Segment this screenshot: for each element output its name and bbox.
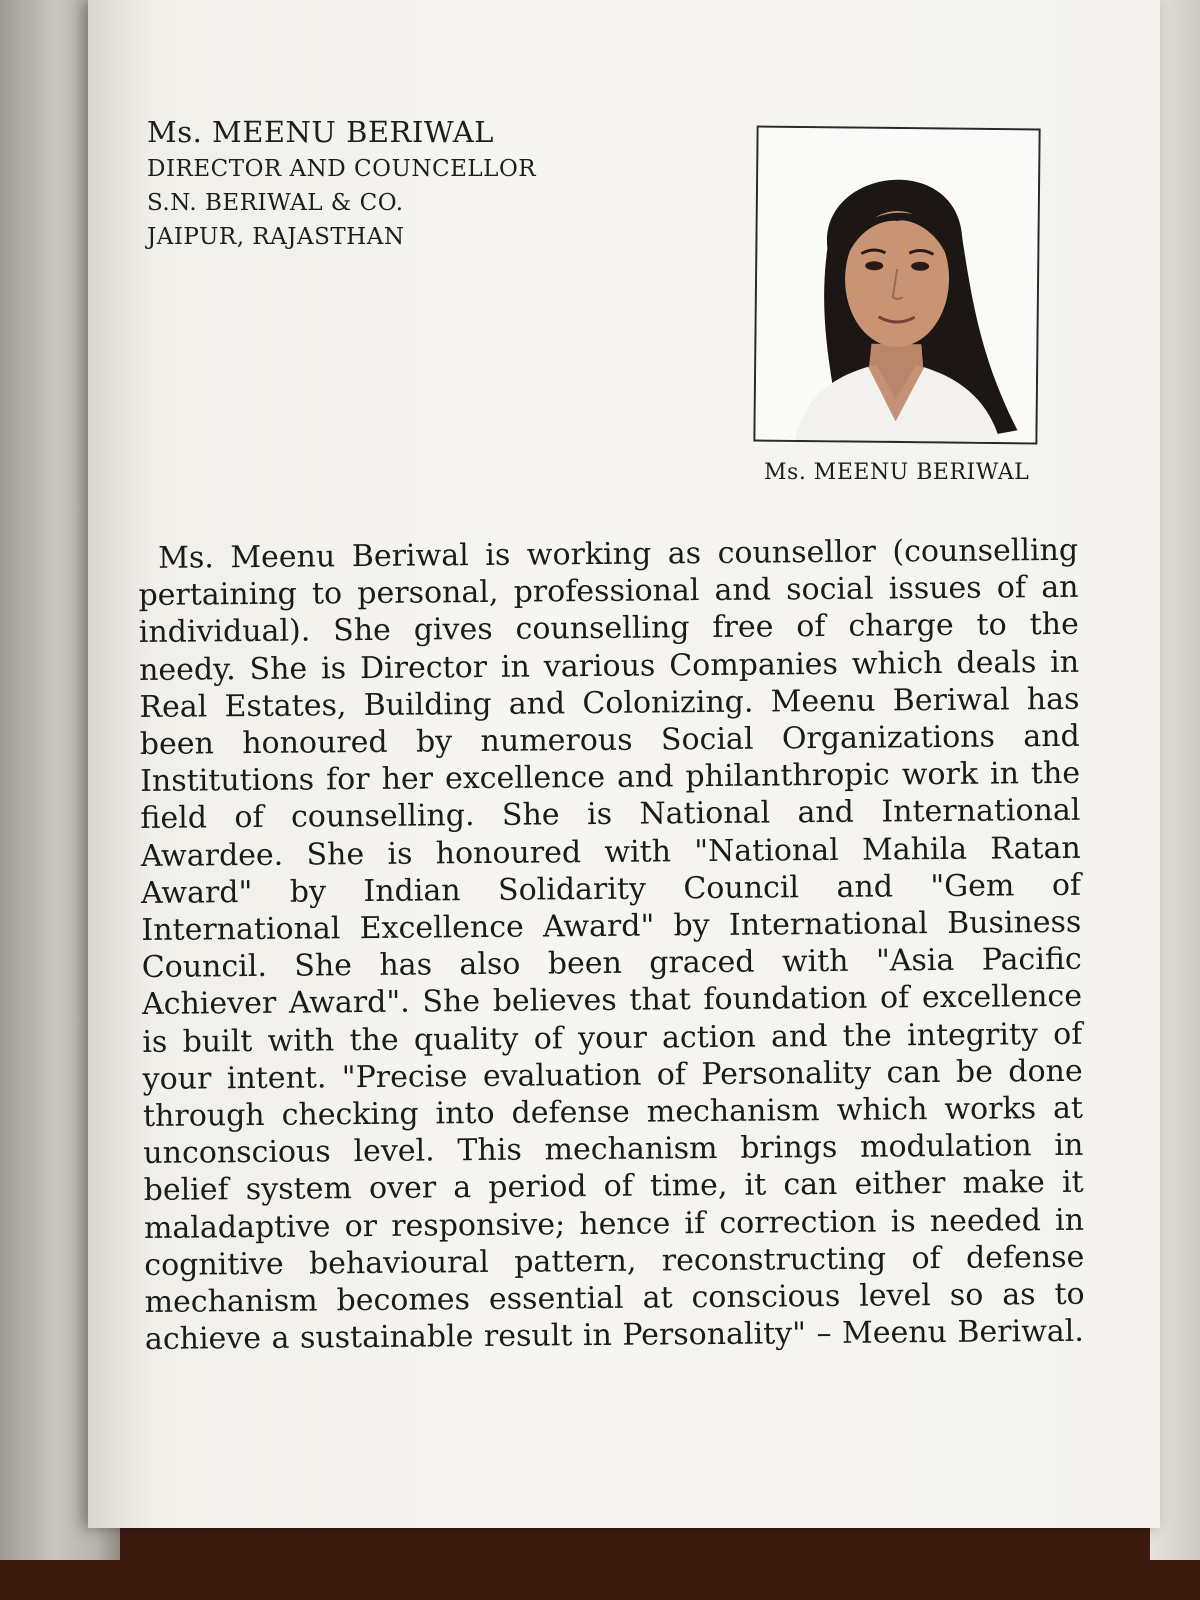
portrait-photo: [753, 126, 1040, 445]
profile-location: JAIPUR, RAJASTHAN: [147, 224, 405, 250]
profile-designation: DIRECTOR AND COUNCELLOR: [147, 156, 537, 182]
biography-paragraph: Ms. Meenu Beriwal is working as counsellor (counselling pertaining to personal, professional and social issues of an individual). She gives counselling free of charge to the needy. She is Director in various Companies which deals in Real Estates, Building and Colonizing. Meenu Beriwal has been honoured by numerous Social Organizations and Institutions for her excellence and philanthropic work in the field of counselling. She is National and International Awardee. She is honoured with "National Mahila Ratan Award" by Indian Solidarity Council and "Gem of International Excellence Award" by International Business Council. She has also been graced with "Asia Pacific Achiever Award". She believes that foundation of excellence is built with the quality of your action and the integrity of your intent. "Precise evaluation of Personality can be done through checking into defense mechanism which works at unconscious level. This mechanism brings modulation in belief system over a period of time, it can either make it maladaptive or responsive; hence if correction is needed in cognitive behavioural pattern, reconstructing of defense mechanism becomes essential at conscious level so as to achieve a sustainable result in Personality" – Meenu Beriwal.: [138, 532, 1085, 1358]
portrait-illustration: [755, 128, 1038, 443]
profile-header: [147, 112, 707, 254]
profile-company: S.N. BERIWAL & CO.: [147, 190, 404, 216]
profile-name: Ms. MEENU BERIWAL: [147, 115, 494, 149]
photo-caption: Ms. MEENU BERIWAL: [764, 460, 1030, 485]
